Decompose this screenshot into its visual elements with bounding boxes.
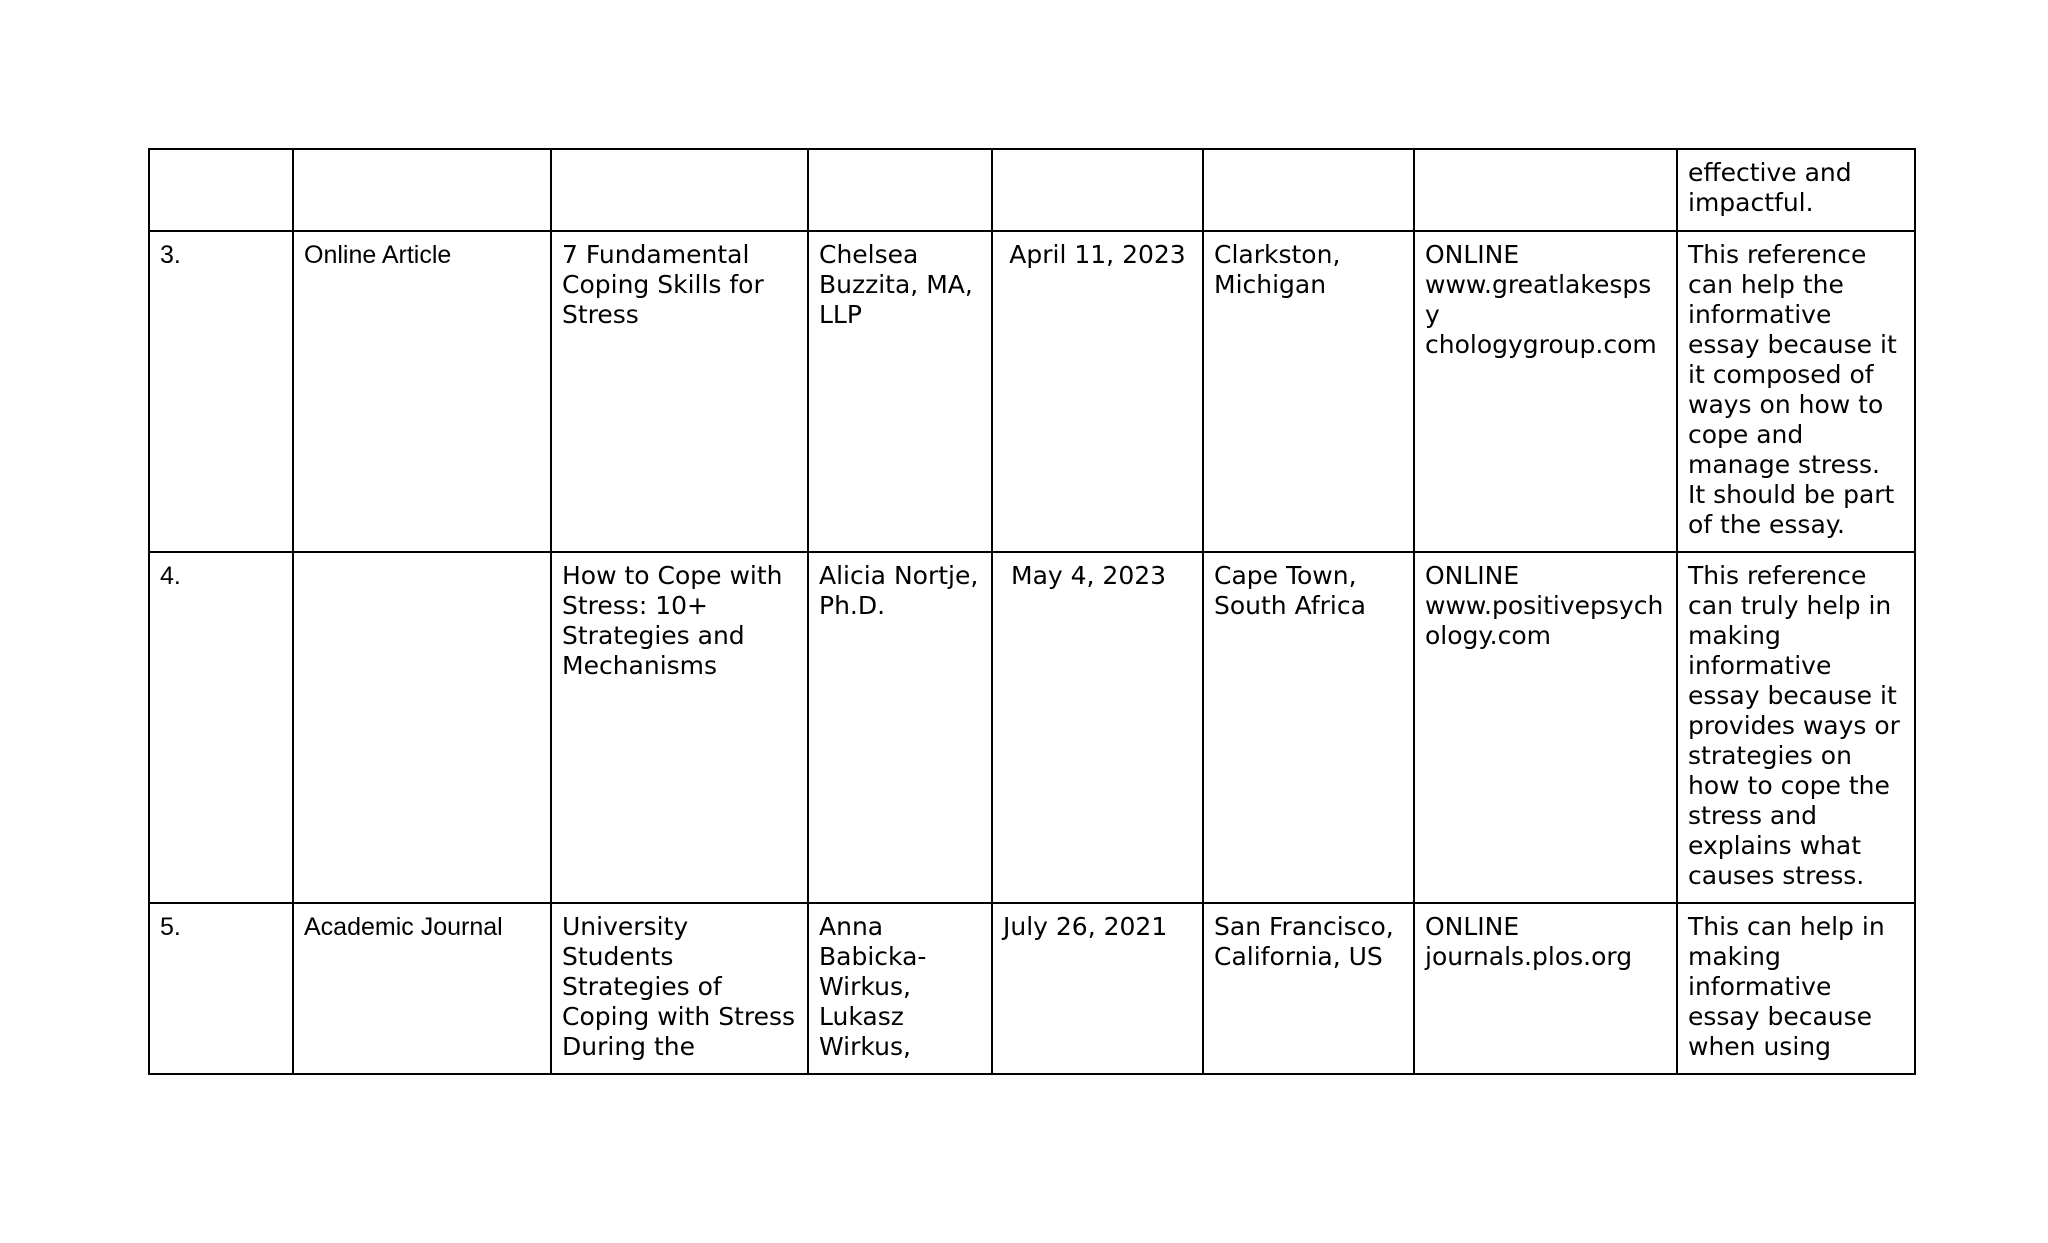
cell-title: [551, 149, 808, 231]
cell-number: 3.: [149, 231, 293, 552]
cell-place: Cape Town, South Africa: [1203, 552, 1414, 903]
cell-type: [293, 552, 551, 903]
cell-comment: This reference can truly help in making informative essay because it provides ways or strategies on how to cope the stress and explains what causes stress.: [1677, 552, 1915, 903]
cell-source: ONLINE www.greatlakespsy chologygroup.com: [1414, 231, 1677, 552]
cell-place: San Francisco, California, US: [1203, 903, 1414, 1074]
reference-table: [148, 148, 1916, 1075]
cell-author: Anna Babicka- Wirkus, Lukasz Wirkus,: [808, 903, 992, 1074]
cell-type: [293, 149, 551, 231]
cell-date: May 4, 2023: [992, 552, 1203, 903]
cell-title: How to Cope with Stress: 10+ Strategies and Mechanisms: [551, 552, 808, 903]
cell-date: July 26, 2021: [992, 903, 1203, 1074]
table-row: [149, 231, 1915, 552]
cell-author: [808, 149, 992, 231]
cell-number: 5.: [149, 903, 293, 1074]
cell-author: Alicia Nortje, Ph.D.: [808, 552, 992, 903]
cell-place: Clarkston, Michigan: [1203, 231, 1414, 552]
cell-type: Academic Journal: [293, 903, 551, 1074]
cell-comment: This reference can help the informative essay because it it composed of ways on how to cope and manage stress. It should be part of the essay.: [1677, 231, 1915, 552]
cell-comment: effective and impactful.: [1677, 149, 1915, 231]
cell-author: Chelsea Buzzita, MA, LLP: [808, 231, 992, 552]
cell-type: Online Article: [293, 231, 551, 552]
cell-comment: This can help in making informative essay because when using: [1677, 903, 1915, 1074]
cell-title: 7 Fundamental Coping Skills for Stress: [551, 231, 808, 552]
cell-date: [992, 149, 1203, 231]
cell-source: [1414, 149, 1677, 231]
table-row: [149, 903, 1915, 1074]
cell-source: ONLINE www.positivepsych ology.com: [1414, 552, 1677, 903]
table-row: [149, 149, 1915, 231]
cell-date: April 11, 2023: [992, 231, 1203, 552]
cell-number: [149, 149, 293, 231]
table-row: [149, 552, 1915, 903]
cell-number: 4.: [149, 552, 293, 903]
cell-source: ONLINE journals.plos.org: [1414, 903, 1677, 1074]
cell-title: University Students Strategies of Coping with Stress During the: [551, 903, 808, 1074]
cell-place: [1203, 149, 1414, 231]
